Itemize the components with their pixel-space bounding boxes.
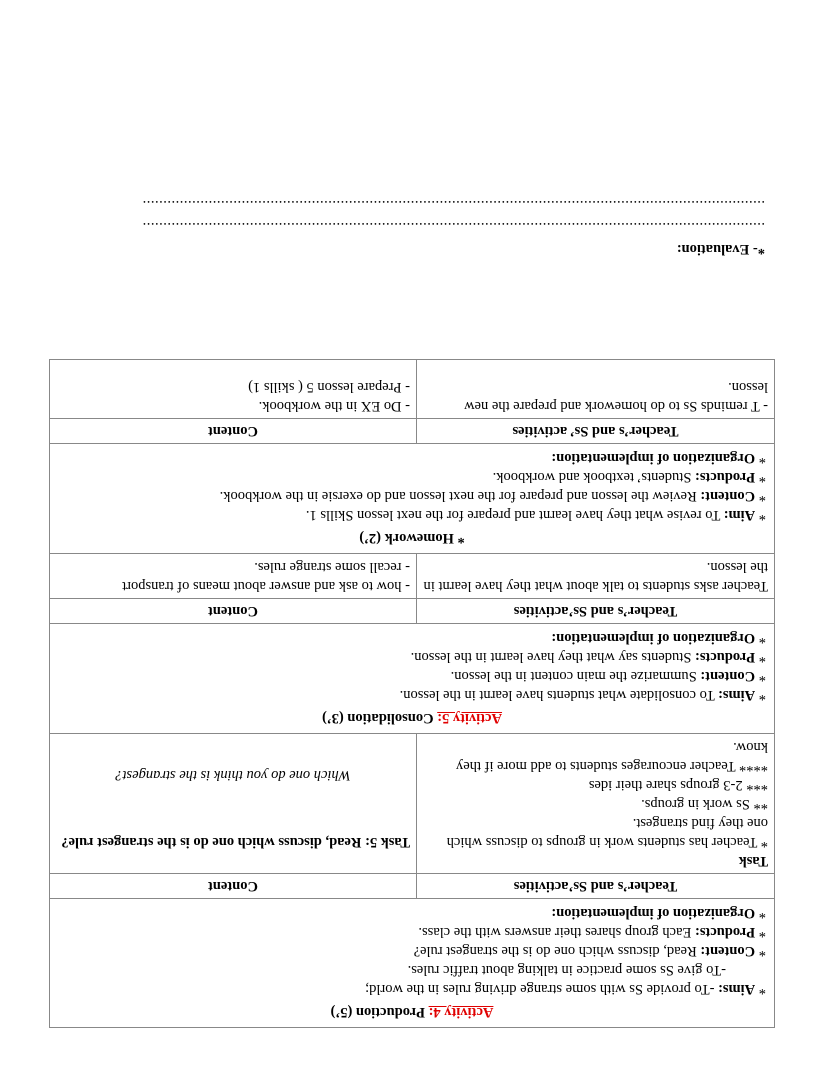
evaluation-label bbox=[49, 238, 765, 260]
products-text: Students’ textbook and workbook. bbox=[492, 469, 695, 485]
activity5-products: * Products: Students say what they have learnt in the lesson. bbox=[410, 649, 766, 665]
activity5-label: Activity 5: bbox=[437, 710, 503, 726]
content-text: Review the lesson and prepare for the next lesson and do exersie in the workbook. bbox=[219, 488, 701, 504]
activity5-table-header bbox=[50, 598, 774, 623]
homework-table-header bbox=[50, 418, 774, 443]
col-activities-header: Teacher’s and Ss’ activities bbox=[416, 419, 774, 443]
evaluation-line-1: ....................................................................................................................................................... bbox=[142, 219, 765, 235]
homework-table-row bbox=[50, 360, 774, 418]
products-label: Products: bbox=[694, 469, 756, 485]
activity5-table-row bbox=[50, 553, 774, 598]
activity4-label: Activity 4: bbox=[428, 1004, 494, 1020]
homework-title: * Homework (2’) bbox=[359, 530, 465, 546]
step-3: *** 2-3 groups share their ides bbox=[588, 777, 768, 793]
aims-label: Aim: bbox=[723, 507, 756, 523]
aims-text: To consolidate what students have learnt in the lesson. bbox=[399, 687, 719, 703]
activity5-duration: Consolidation (3’) bbox=[321, 710, 438, 726]
content-text: Read, discuss which one do is the strangest rule? bbox=[413, 943, 701, 959]
products-text: Each group shares their answers with the class. bbox=[418, 924, 695, 940]
evaluation-section bbox=[49, 194, 765, 260]
aims-label: Aims: bbox=[718, 981, 756, 997]
task-label: Task bbox=[738, 853, 768, 869]
content-line-2: - Prepare lesson 5 ( skills 1) bbox=[248, 379, 410, 395]
homework-org: * Organization of implementation: bbox=[551, 450, 766, 466]
aims-text: -To provide Ss with some strange driving rules in the world; bbox=[365, 981, 719, 997]
activity4-products: * Products: Each group shares their answers with the class. bbox=[418, 924, 766, 940]
evaluation-title: *- Evaluation: bbox=[676, 241, 765, 257]
activity5-aims: * Aims: To consolidate what students have learnt in the lesson. bbox=[399, 687, 766, 703]
activity5-content-cell bbox=[50, 554, 416, 598]
activity5-info bbox=[50, 623, 774, 733]
homework-teacher-activities: - T reminds Ss to do homework and prepare the new lesson. bbox=[416, 360, 774, 418]
activity4-table-row bbox=[50, 733, 774, 873]
content-line-1: - how to ask and answer about means of transport bbox=[122, 578, 410, 594]
content-label: Content: bbox=[700, 488, 756, 504]
activity5-content: * Content: Summarize the main content in the lesson. bbox=[450, 668, 766, 684]
homework-content-cell bbox=[50, 360, 416, 418]
step-2: ** Ss work in groups. bbox=[641, 796, 768, 812]
homework-content: * Content: Review the lesson and prepare for the next lesson and do exersie in the workbook. bbox=[219, 488, 766, 504]
activity4-aims-2: -To give Ss some practice in talking about traffic rules. bbox=[407, 962, 726, 978]
content-label: Content: bbox=[700, 668, 756, 684]
activity5-teacher-activities: Teacher asks students to talk about what they have learnt in the lesson. bbox=[416, 554, 774, 598]
activity4-table-header bbox=[50, 873, 774, 898]
task5-question: Which one do you think is the strangest? bbox=[115, 767, 351, 783]
activity4-content-cell bbox=[50, 734, 416, 873]
activity4-teacher-activities bbox=[416, 734, 774, 873]
activity4-content: * Content: Read, discuss which one do is the strangest rule? bbox=[413, 943, 766, 959]
step-4: **** Teacher encourages students to add more if they know. bbox=[456, 739, 768, 774]
task5-title: Task 5: Read, discuss which one do is the strangest rule? bbox=[61, 834, 410, 850]
homework-aims: * Aim: To revise what they have learnt and prepare for the next lesson Skills 1. bbox=[305, 507, 766, 523]
evaluation-line-2: ....................................................................................................................................................... bbox=[142, 197, 765, 213]
activity4-title bbox=[58, 1002, 766, 1021]
products-label: Products: bbox=[694, 924, 756, 940]
lesson-table bbox=[49, 359, 775, 1028]
org-label: Organization of implementation: bbox=[551, 630, 756, 646]
content-text: Summarize the main content in the lesson. bbox=[450, 668, 701, 684]
activity4-info bbox=[50, 898, 774, 1027]
content-line-1: - Do EX in the workbook. bbox=[258, 398, 410, 414]
homework-products: * Products: Students’ textbook and workbook. bbox=[492, 469, 766, 485]
activity5-org: * Organization of implementation: bbox=[551, 630, 766, 646]
col-activities-header: Teacher’s and Ss’activities bbox=[416, 874, 774, 898]
aims-label: Aims: bbox=[718, 687, 756, 703]
org-label: Organization of implementation: bbox=[551, 905, 756, 921]
products-label: Products: bbox=[694, 649, 756, 665]
activity4-duration: Production (5’) bbox=[330, 1004, 429, 1020]
step-1: * Teacher has students work in groups to discuss which one they find strangest. bbox=[446, 815, 768, 850]
col-content-header: Content bbox=[208, 878, 258, 894]
content-line-2: - recall some strange rules. bbox=[254, 559, 410, 575]
aims-text: To revise what they have learnt and prepare for the next lesson Skills 1. bbox=[305, 507, 724, 523]
activity5-title bbox=[58, 708, 766, 727]
activity4-org: * Organization of implementation: bbox=[551, 905, 766, 921]
homework-info bbox=[50, 443, 774, 553]
org-label: Organization of implementation: bbox=[551, 450, 756, 466]
products-text: Students say what they have learnt in the lesson. bbox=[410, 649, 695, 665]
col-content-header: Content bbox=[208, 603, 258, 619]
content-label: Content: bbox=[700, 943, 756, 959]
col-activities-header: Teacher’s and Ss’activities bbox=[416, 599, 774, 623]
col-content-header: Content bbox=[208, 423, 258, 439]
activity4-aims: * Aims: -To provide Ss with some strange driving rules in the world; bbox=[365, 981, 766, 997]
